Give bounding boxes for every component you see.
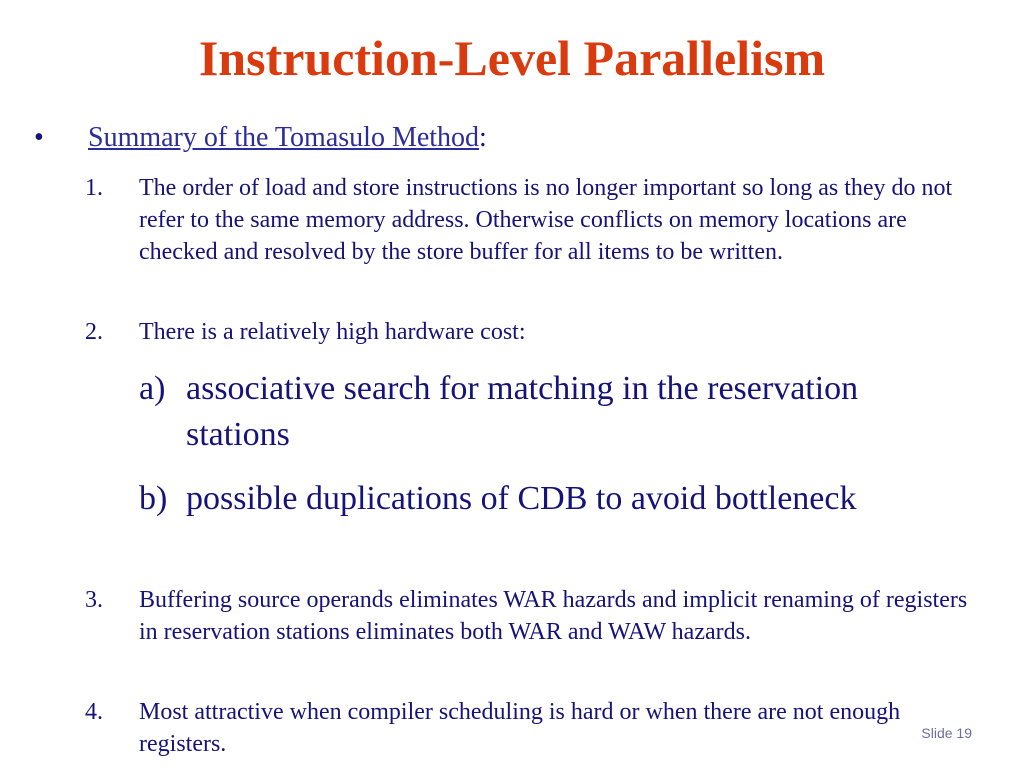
- list-item-text: There is a relatively high hardware cost:: [139, 319, 526, 345]
- list-item-text: Buffering source operands eliminates WAR hazards and implicit renaming of registers in reservation stations eliminates both WAR and WAW hazards.: [139, 587, 968, 645]
- sub-item-label: a): [139, 370, 166, 407]
- list-item-2: [85, 316, 975, 348]
- list-item-text: The order of load and store instructions is no longer important so long as they do not refer to the same memory address. Otherwise conflicts on memory locations are checked and resolved by the store buffer for all items to be written.: [139, 175, 953, 265]
- slide-number: Slide 19: [921, 725, 972, 741]
- bullet-heading: [88, 118, 487, 158]
- list-item-3: [85, 584, 975, 648]
- sub-item-label: b): [139, 480, 168, 517]
- heading-colon: :: [479, 122, 487, 153]
- tomasulo-summary-link[interactable]: Summary of the Tomasulo Method: [88, 122, 480, 153]
- list-item-number: 3.: [85, 587, 103, 613]
- slide-title: Instruction-Level Parallelism: [198, 30, 826, 86]
- sub-item-b: [139, 476, 899, 522]
- list-item-number: 1.: [85, 175, 103, 201]
- list-item-number: 2.: [85, 319, 103, 345]
- sub-item-text: possible duplications of CDB to avoid bottleneck: [186, 480, 857, 517]
- sub-item-text: associative search for matching in the reservation stations: [186, 370, 859, 453]
- bullet-marker: •: [34, 122, 44, 153]
- list-item-4: [85, 696, 975, 760]
- list-item-1: [85, 172, 975, 268]
- sub-item-a: [139, 366, 899, 458]
- list-item-text: Most attractive when compiler scheduling is hard or when there are not enough registers.: [139, 699, 901, 757]
- list-item-number: 4.: [85, 699, 103, 725]
